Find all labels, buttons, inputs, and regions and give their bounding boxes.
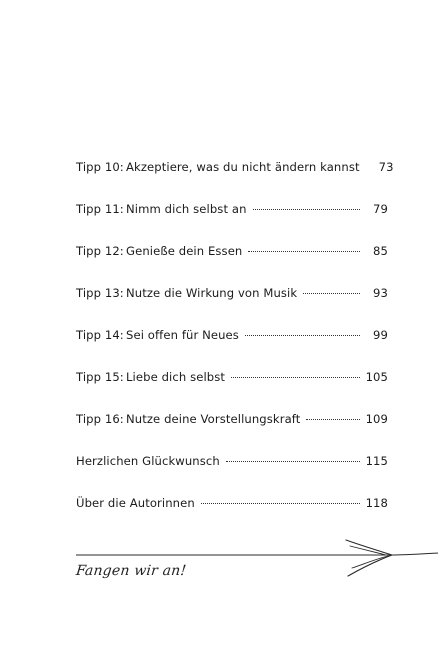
- dot-leader: [306, 419, 359, 420]
- toc-entry: [76, 244, 388, 262]
- toc-entry: [76, 160, 394, 178]
- dot-leader: [303, 293, 360, 294]
- dot-leader: [231, 377, 360, 378]
- dot-leader: [245, 335, 360, 336]
- toc-entry: [76, 496, 388, 514]
- toc-entry-page: 118: [365, 496, 388, 510]
- dot-leader: [201, 503, 360, 504]
- toc-entry-title: Herzlichen Glückwunsch: [76, 454, 220, 468]
- toc-entry-title: Liebe dich selbst: [126, 370, 226, 384]
- hand-drawn-arrow-icon: [346, 540, 438, 576]
- toc-entry-title: Über die Autorinnen: [76, 496, 195, 510]
- toc-entry-page: 73: [378, 160, 394, 174]
- dot-leader: [248, 251, 360, 252]
- toc-entry-number: Tipp 16:: [76, 412, 124, 426]
- tagline: Fangen wir an!: [75, 563, 188, 579]
- toc-entry-title: Nutze die Wirkung von Musik: [126, 286, 298, 300]
- toc-entry-title: Sei offen für Neues: [126, 328, 239, 342]
- toc-entry-number: Tipp 10:: [76, 160, 124, 174]
- toc-entry-number: Tipp 14:: [76, 328, 124, 342]
- toc-entry-number: Tipp 13:: [76, 286, 124, 300]
- toc-entry-number: Tipp 12:: [76, 244, 124, 258]
- toc-entry-page: 93: [373, 286, 388, 300]
- toc-entry: [76, 286, 388, 304]
- toc-entry: [76, 328, 388, 346]
- footer-divider: [0, 530, 438, 590]
- toc-entry-title: Akzeptiere, was du nicht ändern kannst: [126, 160, 360, 174]
- toc-entry: [76, 454, 388, 472]
- toc-entry-title: Nimm dich selbst an: [126, 202, 247, 216]
- toc-entry: [76, 202, 388, 220]
- dot-leader: [253, 209, 360, 210]
- toc-entry: [76, 412, 388, 430]
- toc-entry-page: 85: [373, 244, 388, 258]
- toc-entry-page: 105: [365, 370, 388, 384]
- toc-entry-page: 99: [373, 328, 388, 342]
- dot-leader: [226, 461, 360, 462]
- toc-entry-title: Genieße dein Essen: [126, 244, 243, 258]
- toc-entry-page: 79: [373, 202, 388, 216]
- toc-entry-page: 115: [365, 454, 388, 468]
- toc-entry-number: Tipp 15:: [76, 370, 124, 384]
- toc-entry-page: 109: [365, 412, 388, 426]
- toc-entry-number: Tipp 11:: [76, 202, 124, 216]
- toc-entry: [76, 370, 388, 388]
- toc-entry-title: Nutze deine Vorstellungskraft: [126, 412, 301, 426]
